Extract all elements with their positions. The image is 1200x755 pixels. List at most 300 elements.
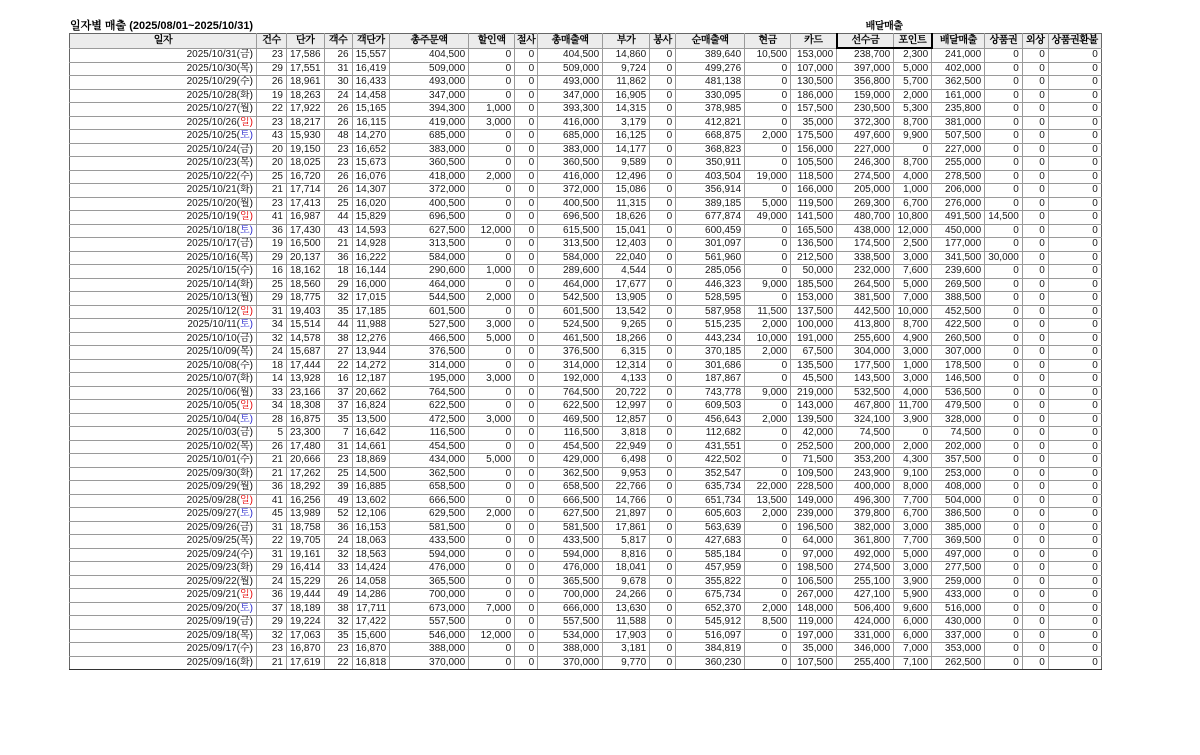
numeric-cell-현금: 0 (745, 224, 791, 238)
numeric-cell-카드: 212,500 (791, 251, 837, 265)
numeric-cell-포인트: 3,900 (894, 413, 932, 427)
numeric-cell-배달매출: 386,500 (932, 508, 985, 522)
numeric-cell-절사: 0 (515, 346, 538, 360)
numeric-cell-상품권: 0 (985, 197, 1023, 211)
column-header-13: 카드 (791, 34, 837, 49)
numeric-cell-상품권: 0 (985, 319, 1023, 333)
numeric-cell-현금: 10,000 (745, 332, 791, 346)
numeric-cell-총주문액: 360,500 (390, 157, 469, 171)
numeric-cell-외상: 0 (1022, 616, 1048, 630)
numeric-cell-봉사: 0 (650, 197, 676, 211)
numeric-cell-외상: 0 (1022, 535, 1048, 549)
table-row (70, 508, 1102, 522)
numeric-cell-객수: 21 (324, 238, 352, 252)
numeric-cell-총주문액: 584,000 (390, 251, 469, 265)
numeric-cell-객수: 44 (324, 319, 352, 333)
date-text: 2025/10/12( (186, 305, 240, 317)
numeric-cell-외상: 0 (1022, 184, 1048, 198)
numeric-cell-상품권: 0 (985, 373, 1023, 387)
numeric-cell-순매출액: 431,551 (676, 440, 745, 454)
numeric-cell-절사: 0 (515, 184, 538, 198)
numeric-cell-현금: 5,000 (745, 197, 791, 211)
numeric-cell-봉사: 0 (650, 292, 676, 306)
weekday-text: 일) (240, 305, 253, 317)
numeric-cell-객수: 26 (324, 48, 352, 62)
numeric-cell-배달매출: 433,000 (932, 589, 985, 603)
numeric-cell-포인트: 3,000 (894, 521, 932, 535)
numeric-cell-외상: 0 (1022, 494, 1048, 508)
numeric-cell-객단가: 14,058 (352, 575, 390, 589)
numeric-cell-총주문액: 400,500 (390, 197, 469, 211)
numeric-cell-단가: 18,775 (287, 292, 325, 306)
date-text: 2025/10/30( (186, 62, 240, 74)
numeric-cell-현금: 2,000 (745, 508, 791, 522)
numeric-cell-상품권: 0 (985, 116, 1023, 130)
numeric-cell-선수금: 143,500 (837, 373, 894, 387)
numeric-cell-상품권환불: 0 (1048, 292, 1101, 306)
numeric-cell-단가: 18,758 (287, 521, 325, 535)
numeric-cell-외상: 0 (1022, 76, 1048, 90)
date-text: 2025/10/16( (186, 251, 240, 263)
numeric-cell-단가: 17,444 (287, 359, 325, 373)
numeric-cell-절사: 0 (515, 467, 538, 481)
numeric-cell-객단가: 16,824 (352, 400, 390, 414)
numeric-cell-현금: 0 (745, 157, 791, 171)
numeric-cell-현금: 0 (745, 548, 791, 562)
numeric-cell-부가: 12,857 (603, 413, 650, 427)
numeric-cell-선수금: 353,200 (837, 454, 894, 468)
numeric-cell-할인액: 0 (469, 211, 515, 225)
numeric-cell-봉사: 0 (650, 440, 676, 454)
numeric-cell-단가: 18,961 (287, 76, 325, 90)
numeric-cell-총주문액: 434,000 (390, 454, 469, 468)
numeric-cell-건수: 25 (257, 170, 287, 184)
weekday-text: 토) (240, 224, 253, 236)
column-header-7: 절사 (515, 34, 538, 49)
table-row (70, 211, 1102, 225)
numeric-cell-객단가: 12,276 (352, 332, 390, 346)
numeric-cell-건수: 29 (257, 62, 287, 76)
numeric-cell-객단가: 16,076 (352, 170, 390, 184)
numeric-cell-건수: 32 (257, 332, 287, 346)
numeric-cell-배달매출: 491,500 (932, 211, 985, 225)
numeric-cell-부가: 9,724 (603, 62, 650, 76)
numeric-cell-할인액: 0 (469, 278, 515, 292)
numeric-cell-총매출액: 116,500 (538, 427, 603, 441)
numeric-cell-상품권: 0 (985, 170, 1023, 184)
numeric-cell-카드: 148,000 (791, 602, 837, 616)
numeric-cell-총매출액: 360,500 (538, 157, 603, 171)
numeric-cell-상품권: 0 (985, 454, 1023, 468)
numeric-cell-포인트: 4,300 (894, 454, 932, 468)
table-row (70, 76, 1102, 90)
numeric-cell-봉사: 0 (650, 589, 676, 603)
numeric-cell-포인트: 7,000 (894, 643, 932, 657)
numeric-cell-봉사: 0 (650, 616, 676, 630)
date-cell (70, 197, 257, 211)
numeric-cell-총매출액: 666,500 (538, 494, 603, 508)
numeric-cell-상품권환불: 0 (1048, 643, 1101, 657)
date-text: 2025/10/13( (186, 292, 240, 303)
group-header-delivery: 배달매출 (865, 21, 903, 32)
numeric-cell-현금: 0 (745, 373, 791, 387)
numeric-cell-봉사: 0 (650, 238, 676, 252)
weekday-text: 금) (240, 427, 253, 438)
numeric-cell-배달매출: 74,500 (932, 427, 985, 441)
numeric-cell-총주문액: 544,500 (390, 292, 469, 306)
numeric-cell-상품권환불: 0 (1048, 589, 1101, 603)
numeric-cell-순매출액: 600,459 (676, 224, 745, 238)
numeric-cell-총주문액: 546,000 (390, 629, 469, 643)
numeric-cell-순매출액: 652,370 (676, 602, 745, 616)
numeric-cell-순매출액: 352,547 (676, 467, 745, 481)
column-header-row (70, 34, 1102, 49)
numeric-cell-할인액: 0 (469, 251, 515, 265)
table-row (70, 494, 1102, 508)
numeric-cell-포인트: 7,000 (894, 292, 932, 306)
numeric-cell-선수금: 232,000 (837, 265, 894, 279)
numeric-cell-절사: 0 (515, 359, 538, 373)
numeric-cell-배달매출: 337,000 (932, 629, 985, 643)
numeric-cell-순매출액: 457,959 (676, 562, 745, 576)
numeric-cell-객수: 33 (324, 562, 352, 576)
numeric-cell-총주문액: 362,500 (390, 467, 469, 481)
numeric-cell-카드: 153,000 (791, 292, 837, 306)
table-row (70, 197, 1102, 211)
numeric-cell-배달매출: 277,500 (932, 562, 985, 576)
numeric-cell-총매출액: 581,500 (538, 521, 603, 535)
numeric-cell-봉사: 0 (650, 359, 676, 373)
numeric-cell-포인트: 5,900 (894, 589, 932, 603)
numeric-cell-부가: 18,041 (603, 562, 650, 576)
numeric-cell-봉사: 0 (650, 211, 676, 225)
table-row (70, 643, 1102, 657)
numeric-cell-상품권환불: 0 (1048, 373, 1101, 387)
numeric-cell-상품권: 0 (985, 467, 1023, 481)
numeric-cell-상품권환불: 0 (1048, 278, 1101, 292)
group-header-spacer (985, 20, 1102, 34)
numeric-cell-외상: 0 (1022, 386, 1048, 400)
numeric-cell-건수: 21 (257, 454, 287, 468)
numeric-cell-배달매출: 381,000 (932, 116, 985, 130)
numeric-cell-상품권환불: 0 (1048, 76, 1101, 90)
numeric-cell-상품권환불: 0 (1048, 157, 1101, 171)
numeric-cell-건수: 16 (257, 265, 287, 279)
numeric-cell-포인트: 6,700 (894, 197, 932, 211)
numeric-cell-현금: 2,000 (745, 346, 791, 360)
numeric-cell-포인트: 7,700 (894, 535, 932, 549)
numeric-cell-총주문액: 493,000 (390, 76, 469, 90)
numeric-cell-선수금: 400,000 (837, 481, 894, 495)
numeric-cell-부가: 13,630 (603, 602, 650, 616)
weekday-text: 금) (240, 238, 253, 249)
numeric-cell-카드: 64,000 (791, 535, 837, 549)
numeric-cell-배달매출: 259,000 (932, 575, 985, 589)
numeric-cell-객단가: 16,885 (352, 481, 390, 495)
numeric-cell-객단가: 13,602 (352, 494, 390, 508)
numeric-cell-순매출액: 427,683 (676, 535, 745, 549)
numeric-cell-단가: 15,687 (287, 346, 325, 360)
numeric-cell-객단가: 18,063 (352, 535, 390, 549)
table-row (70, 89, 1102, 103)
weekday-text: 토) (240, 602, 253, 614)
numeric-cell-총매출액: 584,000 (538, 251, 603, 265)
numeric-cell-객수: 27 (324, 346, 352, 360)
numeric-cell-객단가: 14,307 (352, 184, 390, 198)
numeric-cell-건수: 29 (257, 292, 287, 306)
numeric-cell-카드: 100,000 (791, 319, 837, 333)
numeric-cell-부가: 11,588 (603, 616, 650, 630)
numeric-cell-상품권환불: 0 (1048, 562, 1101, 576)
numeric-cell-객수: 38 (324, 602, 352, 616)
date-cell (70, 548, 257, 562)
numeric-cell-객수: 49 (324, 494, 352, 508)
numeric-cell-할인액: 0 (469, 359, 515, 373)
numeric-cell-할인액: 1,000 (469, 103, 515, 117)
numeric-cell-외상: 0 (1022, 48, 1048, 62)
numeric-cell-건수: 23 (257, 197, 287, 211)
numeric-cell-카드: 165,500 (791, 224, 837, 238)
numeric-cell-선수금: 438,000 (837, 224, 894, 238)
numeric-cell-객단가: 14,661 (352, 440, 390, 454)
weekday-text: 월) (240, 292, 253, 303)
numeric-cell-선수금: 274,500 (837, 170, 894, 184)
numeric-cell-부가: 3,818 (603, 427, 650, 441)
numeric-cell-할인액: 0 (469, 440, 515, 454)
numeric-cell-봉사: 0 (650, 481, 676, 495)
numeric-cell-배달매출: 262,500 (932, 656, 985, 670)
numeric-cell-카드: 105,500 (791, 157, 837, 171)
numeric-cell-봉사: 0 (650, 643, 676, 657)
numeric-cell-봉사: 0 (650, 224, 676, 238)
table-row (70, 170, 1102, 184)
numeric-cell-할인액: 3,000 (469, 413, 515, 427)
numeric-cell-객수: 48 (324, 130, 352, 144)
numeric-cell-절사: 0 (515, 643, 538, 657)
column-header-15: 포인트 (894, 34, 932, 49)
numeric-cell-배달매출: 385,000 (932, 521, 985, 535)
numeric-cell-상품권환불: 0 (1048, 575, 1101, 589)
weekday-text: 목) (240, 346, 253, 357)
numeric-cell-총매출액: 509,000 (538, 62, 603, 76)
numeric-cell-포인트: 5,700 (894, 76, 932, 90)
numeric-cell-포인트: 4,000 (894, 386, 932, 400)
numeric-cell-총주문액: 314,000 (390, 359, 469, 373)
numeric-cell-상품권: 0 (985, 616, 1023, 630)
numeric-cell-현금: 0 (745, 265, 791, 279)
numeric-cell-현금: 0 (745, 575, 791, 589)
numeric-cell-외상: 0 (1022, 427, 1048, 441)
numeric-cell-절사: 0 (515, 211, 538, 225)
numeric-cell-배달매출: 255,000 (932, 157, 985, 171)
numeric-cell-객수: 35 (324, 629, 352, 643)
numeric-cell-객수: 52 (324, 508, 352, 522)
numeric-cell-상품권: 0 (985, 224, 1023, 238)
numeric-cell-절사: 0 (515, 575, 538, 589)
date-text: 2025/10/31( (186, 48, 240, 60)
numeric-cell-선수금: 331,000 (837, 629, 894, 643)
date-text: 2025/09/17( (186, 643, 240, 654)
numeric-cell-단가: 18,025 (287, 157, 325, 171)
numeric-cell-상품권: 0 (985, 292, 1023, 306)
numeric-cell-절사: 0 (515, 197, 538, 211)
numeric-cell-봉사: 0 (650, 157, 676, 171)
table-row (70, 130, 1102, 144)
numeric-cell-부가: 14,766 (603, 494, 650, 508)
numeric-cell-할인액: 0 (469, 548, 515, 562)
numeric-cell-상품권환불: 0 (1048, 535, 1101, 549)
numeric-cell-순매출액: 285,056 (676, 265, 745, 279)
numeric-cell-상품권: 0 (985, 494, 1023, 508)
numeric-cell-배달매출: 341,500 (932, 251, 985, 265)
column-header-11: 순매출액 (676, 34, 745, 49)
column-header-17: 상품권 (985, 34, 1023, 49)
numeric-cell-객단가: 12,187 (352, 373, 390, 387)
numeric-cell-할인액: 0 (469, 643, 515, 657)
numeric-cell-총주문액: 685,000 (390, 130, 469, 144)
numeric-cell-카드: 42,000 (791, 427, 837, 441)
numeric-cell-포인트: 1,000 (894, 359, 932, 373)
numeric-cell-외상: 0 (1022, 575, 1048, 589)
numeric-cell-선수금: 382,000 (837, 521, 894, 535)
numeric-cell-배달매출: 504,000 (932, 494, 985, 508)
numeric-cell-현금: 0 (745, 116, 791, 130)
numeric-cell-포인트: 10,800 (894, 211, 932, 225)
numeric-cell-봉사: 0 (650, 143, 676, 157)
numeric-cell-상품권환불: 0 (1048, 602, 1101, 616)
date-text: 2025/10/05( (186, 400, 240, 411)
numeric-cell-봉사: 0 (650, 400, 676, 414)
numeric-cell-총주문액: 433,500 (390, 535, 469, 549)
numeric-cell-순매출액: 561,960 (676, 251, 745, 265)
numeric-cell-총주문액: 666,500 (390, 494, 469, 508)
numeric-cell-순매출액: 368,823 (676, 143, 745, 157)
numeric-cell-총주문액: 472,500 (390, 413, 469, 427)
numeric-cell-절사: 0 (515, 589, 538, 603)
numeric-cell-순매출액: 563,639 (676, 521, 745, 535)
table-row (70, 103, 1102, 117)
weekday-text: 일) (240, 589, 253, 600)
numeric-cell-봉사: 0 (650, 346, 676, 360)
numeric-cell-건수: 22 (257, 535, 287, 549)
numeric-cell-외상: 0 (1022, 197, 1048, 211)
numeric-cell-절사: 0 (515, 400, 538, 414)
numeric-cell-할인액: 0 (469, 589, 515, 603)
weekday-text: 일) (240, 116, 253, 128)
numeric-cell-상품권: 0 (985, 184, 1023, 198)
numeric-cell-객수: 36 (324, 521, 352, 535)
numeric-cell-배달매출: 177,000 (932, 238, 985, 252)
numeric-cell-절사: 0 (515, 629, 538, 643)
numeric-cell-할인액: 0 (469, 400, 515, 414)
numeric-cell-포인트: 8,700 (894, 157, 932, 171)
numeric-cell-외상: 0 (1022, 467, 1048, 481)
weekday-text: 월) (240, 481, 253, 492)
numeric-cell-총주문액: 376,500 (390, 346, 469, 360)
numeric-cell-부가: 4,544 (603, 265, 650, 279)
numeric-cell-봉사: 0 (650, 535, 676, 549)
numeric-cell-할인액: 2,000 (469, 508, 515, 522)
numeric-cell-객수: 32 (324, 292, 352, 306)
numeric-cell-카드: 118,500 (791, 170, 837, 184)
table-row (70, 319, 1102, 333)
numeric-cell-선수금: 238,700 (837, 48, 894, 62)
numeric-cell-포인트: 9,100 (894, 467, 932, 481)
numeric-cell-객수: 32 (324, 548, 352, 562)
numeric-cell-총매출액: 627,500 (538, 508, 603, 522)
numeric-cell-선수금: 397,000 (837, 62, 894, 76)
numeric-cell-객단가: 15,829 (352, 211, 390, 225)
numeric-cell-카드: 135,500 (791, 359, 837, 373)
numeric-cell-외상: 0 (1022, 103, 1048, 117)
numeric-cell-상품권환불: 0 (1048, 170, 1101, 184)
numeric-cell-건수: 19 (257, 89, 287, 103)
numeric-cell-부가: 18,266 (603, 332, 650, 346)
numeric-cell-할인액: 3,000 (469, 319, 515, 333)
column-header-6: 할인액 (469, 34, 515, 49)
numeric-cell-객수: 26 (324, 575, 352, 589)
numeric-cell-건수: 24 (257, 346, 287, 360)
numeric-cell-순매출액: 403,504 (676, 170, 745, 184)
numeric-cell-포인트: 4,900 (894, 332, 932, 346)
column-header-2: 단가 (287, 34, 325, 49)
numeric-cell-상품권: 0 (985, 386, 1023, 400)
numeric-cell-외상: 0 (1022, 238, 1048, 252)
date-text: 2025/10/04( (186, 413, 240, 425)
numeric-cell-객수: 26 (324, 170, 352, 184)
numeric-cell-배달매출: 479,500 (932, 400, 985, 414)
numeric-cell-상품권환불: 0 (1048, 616, 1101, 630)
numeric-cell-카드: 197,000 (791, 629, 837, 643)
numeric-cell-포인트: 0 (894, 143, 932, 157)
numeric-cell-카드: 35,000 (791, 116, 837, 130)
weekday-text: 금) (240, 616, 253, 627)
numeric-cell-단가: 14,578 (287, 332, 325, 346)
numeric-cell-카드: 67,500 (791, 346, 837, 360)
numeric-cell-선수금: 356,800 (837, 76, 894, 90)
numeric-cell-배달매출: 202,000 (932, 440, 985, 454)
numeric-cell-단가: 17,922 (287, 103, 325, 117)
numeric-cell-건수: 21 (257, 467, 287, 481)
numeric-cell-순매출액: 443,234 (676, 332, 745, 346)
date-text: 2025/09/21( (186, 589, 240, 600)
numeric-cell-상품권환불: 0 (1048, 508, 1101, 522)
numeric-cell-배달매출: 161,000 (932, 89, 985, 103)
numeric-cell-카드: 136,500 (791, 238, 837, 252)
numeric-cell-현금: 0 (745, 535, 791, 549)
numeric-cell-포인트: 8,700 (894, 319, 932, 333)
numeric-cell-상품권: 0 (985, 278, 1023, 292)
numeric-cell-상품권: 0 (985, 103, 1023, 117)
numeric-cell-현금: 0 (745, 103, 791, 117)
numeric-cell-절사: 0 (515, 224, 538, 238)
numeric-cell-상품권: 0 (985, 589, 1023, 603)
numeric-cell-포인트: 6,000 (894, 616, 932, 630)
numeric-cell-단가: 18,162 (287, 265, 325, 279)
numeric-cell-건수: 36 (257, 481, 287, 495)
numeric-cell-객단가: 15,165 (352, 103, 390, 117)
weekday-text: 토) (240, 413, 253, 425)
weekday-text: 화) (240, 562, 253, 573)
numeric-cell-건수: 25 (257, 278, 287, 292)
numeric-cell-선수금: 324,100 (837, 413, 894, 427)
numeric-cell-상품권: 0 (985, 359, 1023, 373)
numeric-cell-선수금: 442,500 (837, 305, 894, 319)
numeric-cell-객수: 31 (324, 62, 352, 76)
numeric-cell-총매출액: 764,500 (538, 386, 603, 400)
numeric-cell-포인트: 8,000 (894, 481, 932, 495)
numeric-cell-건수: 19 (257, 238, 287, 252)
